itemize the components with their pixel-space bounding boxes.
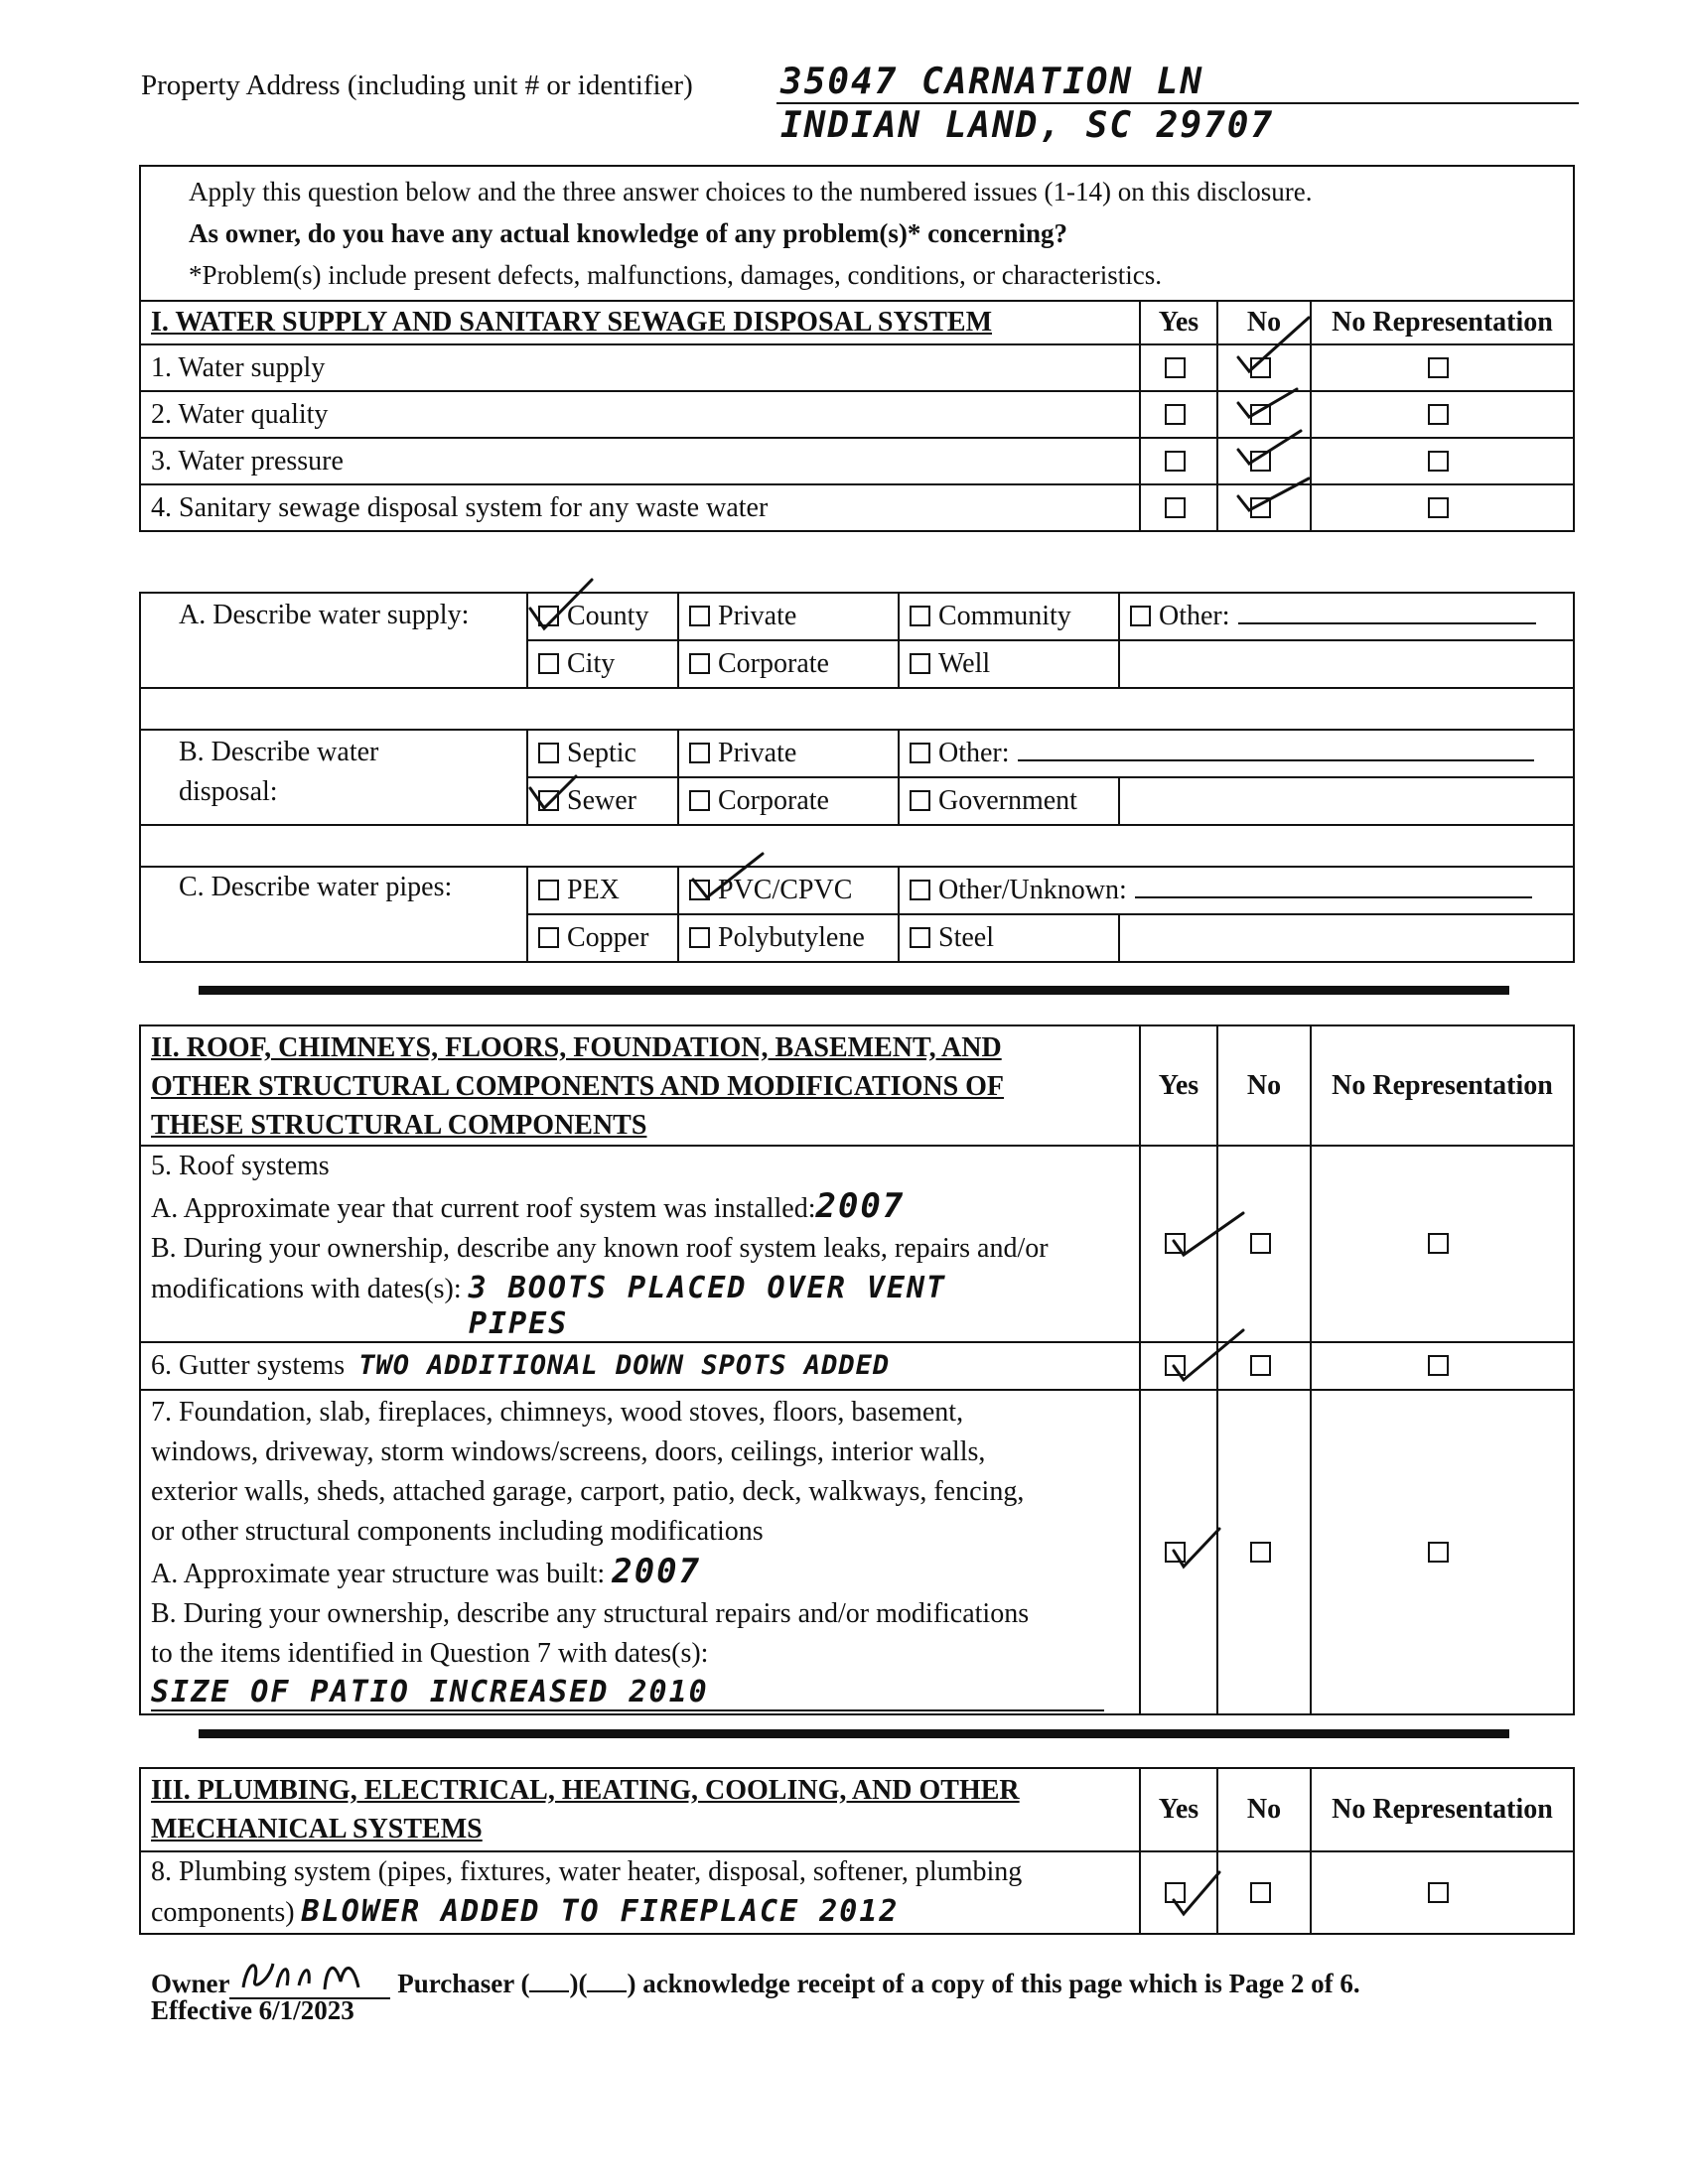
disposal-other-checkbox[interactable] <box>910 743 930 763</box>
disposal-septic-label: Septic <box>567 738 636 768</box>
item-2-yes-checkbox[interactable] <box>1165 404 1186 425</box>
pipes-pvc-checkbox[interactable] <box>689 880 710 900</box>
q8-line-2: components) <box>151 1897 295 1928</box>
water-disposal-label-1: B. Describe water <box>179 737 379 767</box>
divider-bar-2 <box>199 1729 1509 1738</box>
disposal-sewer-checkbox[interactable] <box>538 790 559 811</box>
pipes-pvc-label: PVC/CPVC <box>718 875 853 905</box>
s3-col-no-header: No <box>1217 1768 1311 1851</box>
supply-community-checkbox[interactable] <box>910 606 930 626</box>
q5-b-value-1[interactable]: 3 BOOTS PLACED OVER VENT <box>468 1271 947 1305</box>
supply-corporate-label: Corporate <box>718 648 829 679</box>
section-2-title-1: II. ROOF, CHIMNEYS, FLOORS, FOUNDATION, BASEMENT, AND <box>151 1032 1002 1063</box>
q5-b-line-2: modifications with dates(s): <box>151 1274 462 1304</box>
q5-b-line-1: B. During your ownership, describe any known roof system leaks, repairs and/or <box>151 1233 1049 1264</box>
q5-no-checkbox[interactable] <box>1250 1233 1271 1254</box>
pipes-pex-label: PEX <box>567 875 620 905</box>
q5-norep-checkbox[interactable] <box>1428 1233 1449 1254</box>
q8-value[interactable]: BLOWER ADDED TO FIREPLACE 2012 <box>301 1894 900 1929</box>
disposal-corporate-label: Corporate <box>718 785 829 816</box>
section-2-title-3: THESE STRUCTURAL COMPONENTS <box>151 1110 647 1141</box>
q7-b-value[interactable]: SIZE OF PATIO INCREASED 2010 <box>151 1676 1104 1711</box>
supply-other-label: Other: <box>1159 601 1230 631</box>
purchaser-initials-2[interactable] <box>587 1990 627 1992</box>
supply-county-checkbox[interactable] <box>538 606 559 626</box>
purchaser-initials-1[interactable] <box>529 1990 569 1992</box>
spacer-row-2 <box>140 825 1574 867</box>
supply-county-label: County <box>567 601 649 631</box>
q5-label: 5. Roof systems <box>151 1151 330 1181</box>
q6-yes-checkbox[interactable] <box>1165 1355 1186 1376</box>
q8-norep-checkbox[interactable] <box>1428 1882 1449 1903</box>
item-4-label: 4. Sanitary sewage disposal system for any waste water <box>140 484 1140 531</box>
q7-a-label: A. Approximate year structure was built: <box>151 1559 606 1589</box>
item-3-yes-checkbox[interactable] <box>1165 451 1186 472</box>
item-1-norep-checkbox[interactable] <box>1428 357 1449 378</box>
supply-well-label: Well <box>938 648 991 679</box>
section-1-title: I. WATER SUPPLY AND SANITARY SEWAGE DISPOSAL SYSTEM <box>140 301 1140 344</box>
address-underline <box>776 102 1579 104</box>
pipes-polybutylene-checkbox[interactable] <box>689 927 710 948</box>
item-3-no-checkbox[interactable] <box>1250 451 1271 472</box>
item-4-norep-checkbox[interactable] <box>1428 497 1449 518</box>
supply-city-label: City <box>567 648 616 679</box>
water-pipes-label: C. Describe water pipes: <box>140 867 527 962</box>
s2-col-yes-header: Yes <box>1140 1025 1217 1146</box>
footer-effective-date: Effective 6/1/2023 <box>151 1995 354 2025</box>
q5-a-value[interactable]: 2007 <box>815 1186 906 1226</box>
supply-city-checkbox[interactable] <box>538 653 559 674</box>
item-1-yes-checkbox[interactable] <box>1165 357 1186 378</box>
q7-line-3: exterior walls, sheds, attached garage, carport, patio, deck, walkways, fencing, <box>151 1476 1025 1507</box>
intro-box <box>140 166 1574 301</box>
col-no-rep-header: No Representation <box>1311 301 1574 344</box>
item-1-label: 1. Water supply <box>140 344 1140 391</box>
s2-col-no-header: No <box>1217 1025 1311 1146</box>
pipes-polybutylene-label: Polybutylene <box>718 922 865 953</box>
item-4-yes-checkbox[interactable] <box>1165 497 1186 518</box>
pipes-steel-checkbox[interactable] <box>910 927 930 948</box>
disposal-other-label: Other: <box>938 738 1010 768</box>
q7-no-checkbox[interactable] <box>1250 1542 1271 1563</box>
divider-bar-1 <box>199 986 1509 995</box>
item-2-no-checkbox[interactable] <box>1250 404 1271 425</box>
water-disposal-label-2: disposal: <box>179 776 278 807</box>
disposal-septic-checkbox[interactable] <box>538 743 559 763</box>
item-3-label: 3. Water pressure <box>140 438 1140 484</box>
disposal-private-label: Private <box>718 738 797 768</box>
property-address-label: Property Address (including unit # or identifier) <box>141 69 693 101</box>
address-line-1[interactable]: 35047 CARNATION LN <box>780 62 1204 102</box>
intro-line-1: Apply this question below and the three answer choices to the numbered issues (1-14) on this disclosure. <box>189 177 1313 206</box>
pipes-copper-checkbox[interactable] <box>538 927 559 948</box>
pipes-other-line[interactable] <box>1135 896 1532 898</box>
footer-owner-label: Owner <box>151 1969 230 1998</box>
q7-line-4: or other structural components including modifications <box>151 1516 764 1547</box>
footer-acknowledgement <box>151 1964 1360 1999</box>
section-3-title-1: III. PLUMBING, ELECTRICAL, HEATING, COOLING, AND OTHER <box>151 1775 1020 1806</box>
supply-well-checkbox[interactable] <box>910 653 930 674</box>
q6-value[interactable]: TWO ADDITIONAL DOWN SPOTS ADDED <box>358 1350 891 1381</box>
q8-cell <box>140 1851 1140 1934</box>
supply-other-checkbox[interactable] <box>1130 606 1151 626</box>
q5-cell <box>140 1146 1140 1342</box>
q7-line-1: 7. Foundation, slab, fireplaces, chimneys, wood stoves, floors, basement, <box>151 1397 964 1428</box>
section-2-title <box>140 1025 1140 1146</box>
supply-private-label: Private <box>718 601 797 631</box>
item-1-no-checkbox[interactable] <box>1250 357 1271 378</box>
section-3-title-2: MECHANICAL SYSTEMS <box>151 1814 483 1844</box>
q8-yes-checkbox[interactable] <box>1165 1882 1186 1903</box>
q8-line-1: 8. Plumbing system (pipes, fixtures, water heater, disposal, softener, plumbing <box>151 1856 1023 1887</box>
q7-norep-checkbox[interactable] <box>1428 1542 1449 1563</box>
supply-community-label: Community <box>938 601 1071 631</box>
item-3-norep-checkbox[interactable] <box>1428 451 1449 472</box>
section-1-table <box>139 165 1575 532</box>
q6-cell <box>140 1342 1140 1390</box>
pipes-copper-label: Copper <box>567 922 649 953</box>
address-line-2[interactable]: INDIAN LAND, SC 29707 <box>780 105 1275 146</box>
s3-col-no-rep-header: No Representation <box>1311 1768 1574 1851</box>
q7-cell <box>140 1390 1140 1714</box>
water-disposal-label <box>140 730 527 825</box>
section-3-title <box>140 1768 1140 1851</box>
section-2-title-2: OTHER STRUCTURAL COMPONENTS AND MODIFICATIONS OF <box>151 1071 1005 1102</box>
q6-no-checkbox[interactable] <box>1250 1355 1271 1376</box>
q7-line-2: windows, driveway, storm windows/screens, doors, ceilings, interior walls, <box>151 1436 986 1467</box>
pipes-other-label: Other/Unknown: <box>938 875 1127 905</box>
s3-col-yes-header: Yes <box>1140 1768 1217 1851</box>
section-2-table <box>139 1024 1575 1715</box>
intro-line-2: As owner, do you have any actual knowledge of any problem(s)* concerning? <box>189 218 1068 248</box>
footer-mid: )( <box>569 1969 588 1998</box>
disposal-private-checkbox[interactable] <box>689 743 710 763</box>
item-4-no-checkbox[interactable] <box>1250 497 1271 518</box>
q6-norep-checkbox[interactable] <box>1428 1355 1449 1376</box>
q5-yes-checkbox[interactable] <box>1165 1233 1186 1254</box>
disposal-other-line[interactable] <box>1018 759 1534 761</box>
intro-line-3: *Problem(s) include present defects, malfunctions, damages, conditions, or characteristics. <box>189 260 1162 290</box>
col-no-header: No <box>1217 301 1311 344</box>
q5-a-label: A. Approximate year that current roof system was installed: <box>151 1193 816 1224</box>
q6-label: 6. Gutter systems <box>151 1350 346 1381</box>
disposal-corporate-checkbox[interactable] <box>689 790 710 811</box>
disposal-government-checkbox[interactable] <box>910 790 930 811</box>
supply-private-checkbox[interactable] <box>689 606 710 626</box>
col-yes-header: Yes <box>1140 301 1217 344</box>
s2-col-no-rep-header: No Representation <box>1311 1025 1574 1146</box>
q8-no-checkbox[interactable] <box>1250 1882 1271 1903</box>
water-description-table <box>139 592 1575 963</box>
pipes-pex-checkbox[interactable] <box>538 880 559 900</box>
item-2-label: 2. Water quality <box>140 391 1140 438</box>
pipes-other-checkbox[interactable] <box>910 880 930 900</box>
pipes-steel-label: Steel <box>938 922 994 953</box>
owner-initials-signature <box>229 1952 388 1995</box>
supply-corporate-checkbox[interactable] <box>689 653 710 674</box>
q7-b-line-1: B. During your ownership, describe any structural repairs and/or modifications <box>151 1598 1030 1629</box>
spacer-row-1 <box>140 688 1574 730</box>
item-2-norep-checkbox[interactable] <box>1428 404 1449 425</box>
owner-initials[interactable] <box>229 1964 390 1999</box>
disposal-government-label: Government <box>938 785 1077 816</box>
water-supply-label: A. Describe water supply: <box>140 593 527 688</box>
section-3-table <box>139 1767 1575 1935</box>
q7-yes-checkbox[interactable] <box>1165 1542 1186 1563</box>
q7-a-value[interactable]: 2007 <box>612 1552 702 1591</box>
footer-ack-text: ) acknowledge receipt of a copy of this page which is Page 2 of 6. <box>627 1969 1360 1998</box>
q7-b-line-2: to the items identified in Question 7 with dates(s): <box>151 1638 709 1669</box>
q5-b-value-2[interactable]: PIPES <box>469 1306 569 1341</box>
supply-other-line[interactable] <box>1238 622 1536 624</box>
disposal-sewer-label: Sewer <box>567 785 636 816</box>
footer-purchaser-label: Purchaser ( <box>397 1969 530 1998</box>
